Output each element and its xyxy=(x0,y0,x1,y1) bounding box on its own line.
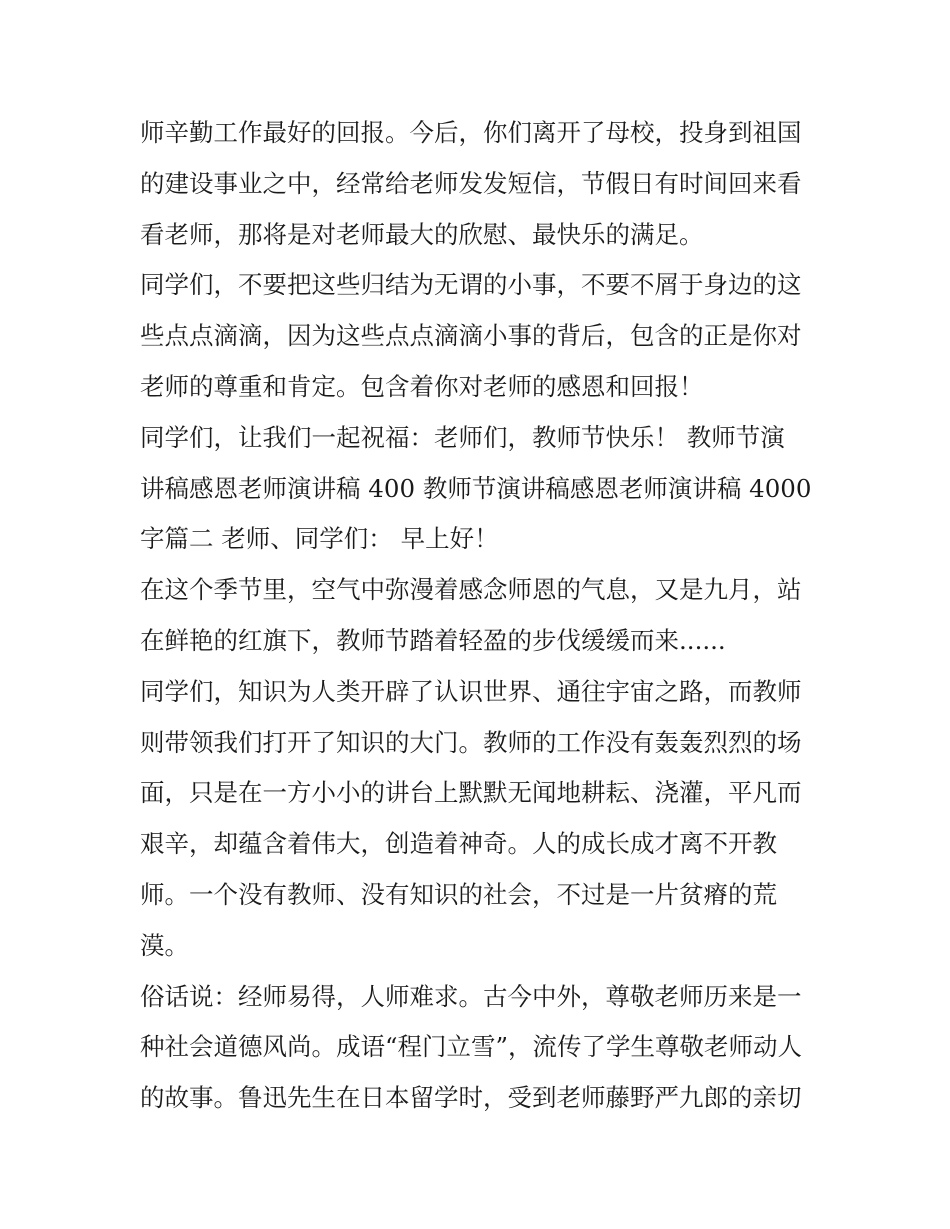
text-line: 俗话说：经师易得，人师难求。古今中外，尊敬老师历来是一 xyxy=(140,981,802,1011)
text-line: 同学们，不要把这些归结为无谓的小事，不要不屑于身边的这 xyxy=(140,270,802,300)
text-line: 面，只是在一方小小的讲台上默默无闻地耕耘、浇灌，平凡而 xyxy=(140,778,802,808)
text-line: 漠。 xyxy=(140,930,189,960)
document-body xyxy=(140,108,820,1124)
text-line: 同学们，让我们一起祝福：老师们，教师节快乐！ 教师节演 xyxy=(140,422,785,452)
text-line: 讲稿感恩老师演讲稿 400 教师节演讲稿感恩老师演讲稿 4000 xyxy=(140,473,812,503)
text-line: 老师的尊重和肯定。包含着你对老师的感恩和回报！ xyxy=(140,371,704,401)
text-line: 艰辛，却蕴含着伟大，创造着神奇。人的成长成才离不开教 xyxy=(140,829,777,859)
text-line: 在鲜艳的红旗下，教师节踏着轻盈的步伐缓缓而来...... xyxy=(140,625,726,655)
text-line: 则带领我们打开了知识的大门。教师的工作没有轰轰烈烈的场 xyxy=(140,727,802,757)
text-line: 种社会道德风尚。成语“程门立雪”，流传了学生尊敬老师动人 xyxy=(140,1032,803,1062)
text-line: 字篇二 老师、同学们： 早上好！ xyxy=(140,524,499,554)
text-line: 些点点滴滴，因为这些点点滴滴小事的背后，包含的正是你对 xyxy=(140,321,802,351)
text-line: 的故事。鲁迅先生在日本留学时，受到老师藤野严九郎的亲切 xyxy=(140,1083,802,1113)
text-line: 的建设事业之中，经常给老师发发短信，节假日有时间回来看 xyxy=(140,168,802,198)
text-line: 同学们，知识为人类开辟了认识世界、通往宇宙之路，而教师 xyxy=(140,676,802,706)
text-line: 在这个季节里，空气中弥漫着感念师恩的气息，又是九月，站 xyxy=(140,575,802,605)
text-line: 看老师，那将是对老师最大的欣慰、最快乐的满足。 xyxy=(140,219,704,249)
text-line: 师辛勤工作最好的回报。今后，你们离开了母校，投身到祖国 xyxy=(140,118,802,147)
text-line: 师。一个没有教师、没有知识的社会，不过是一片贫瘠的荒 xyxy=(140,879,777,909)
